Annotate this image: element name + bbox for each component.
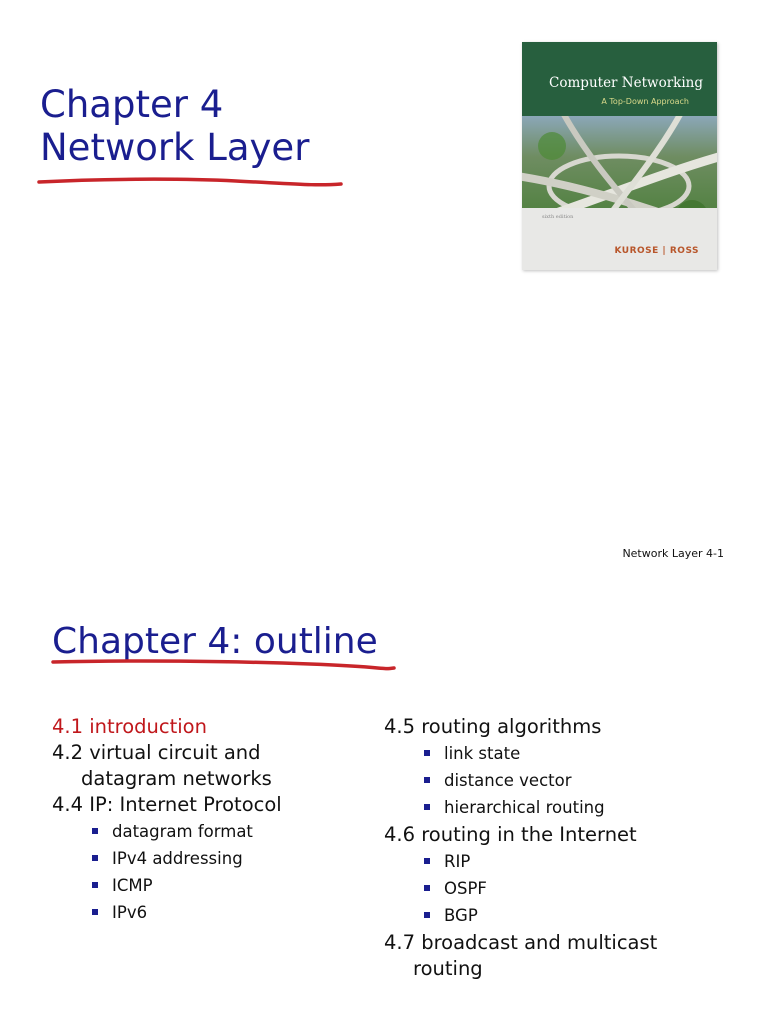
square-bullet-icon [92,882,98,888]
title-line-2: Network Layer [40,125,310,169]
outline-subitem[interactable] [92,872,372,899]
subitem-label: OSPF [444,879,487,898]
title-underline [36,172,346,194]
square-bullet-icon [92,909,98,915]
subitem-label: IPv6 [112,903,148,922]
outline-subitems-4-4 [52,818,372,926]
square-bullet-icon [424,885,430,891]
outline-item-4-7[interactable] [384,930,754,982]
outline-right-column [384,714,754,982]
book-subtitle: A Top-Down Approach [601,97,689,106]
slide-1-title [40,84,309,169]
outline-item-4-5[interactable]: 4.5 routing algorithms [384,715,602,738]
outline-left-column [52,714,372,927]
outline-item-label: 4.2 virtual circuit and [52,741,261,764]
title-line-1: Chapter 4 [40,83,224,126]
subitem-label: IPv4 addressing [112,849,243,868]
outline-subitem[interactable] [424,794,754,821]
outline-item-4-2[interactable] [52,740,372,792]
slide-2 [0,588,768,1024]
outline-subitems-4-6 [384,848,754,929]
square-bullet-icon [92,855,98,861]
title-underline [50,654,400,678]
subitem-label: BGP [444,906,478,925]
subitem-label: hierarchical routing [444,798,605,817]
subitem-label: distance vector [444,771,572,790]
outline-subitem[interactable] [424,875,754,902]
outline-subitem[interactable] [424,902,754,929]
outline-subitem[interactable] [92,845,372,872]
outline-item-label: 4.7 broadcast and multicast [384,931,658,954]
outline-item-continuation: datagram networks [81,767,272,790]
slide-footer-label: Network Layer 4-1 [622,547,724,560]
outline-subitems-4-5 [384,740,754,821]
book-cover-image [522,42,717,270]
outline-subitem[interactable] [92,899,372,926]
outline-subitem[interactable] [424,848,754,875]
square-bullet-icon [92,828,98,834]
square-bullet-icon [424,912,430,918]
subitem-label: RIP [444,852,471,871]
slide-2-title: Chapter 4: outline [52,621,378,662]
square-bullet-icon [424,804,430,810]
outline-subitem[interactable] [424,740,754,767]
subitem-label: link state [444,744,521,763]
book-edition: sixth edition [542,214,574,220]
square-bullet-icon [424,750,430,756]
outline-subitem[interactable] [92,818,372,845]
outline-subitem[interactable] [424,767,754,794]
subitem-label: ICMP [112,876,153,895]
square-bullet-icon [424,858,430,864]
book-authors: KUROSE | ROSS [614,246,699,256]
outline-item-continuation: routing [413,957,483,980]
outline-item-4-1[interactable]: 4.1 introduction [52,715,207,738]
outline-item-4-4[interactable]: 4.4 IP: Internet Protocol [52,793,282,816]
square-bullet-icon [424,777,430,783]
book-title: Computer Networking [549,75,703,91]
subitem-label: datagram format [112,822,253,841]
outline-item-4-6[interactable]: 4.6 routing in the Internet [384,823,637,846]
